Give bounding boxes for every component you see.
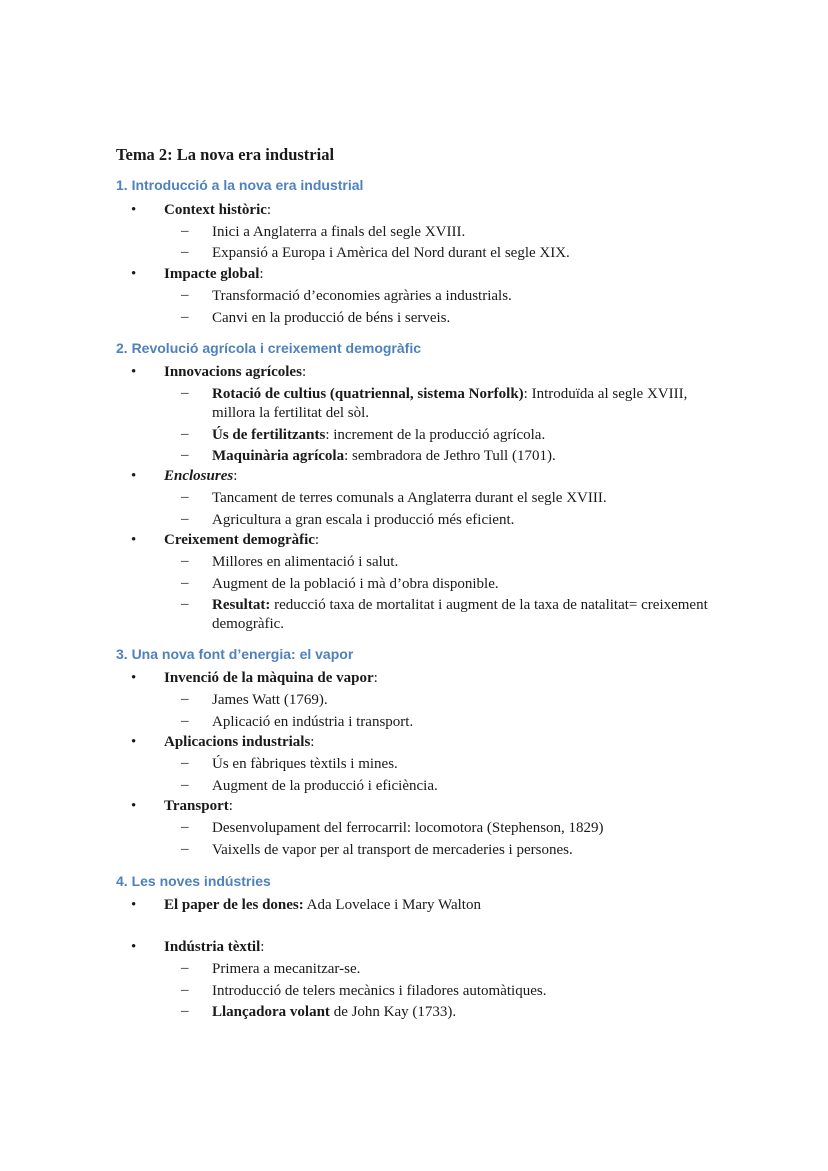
sub-item-text: Agricultura a gran escala i producció més eficient.	[212, 512, 515, 528]
sub-item-text: Tancament de terres comunals a Anglaterra durant el segle XVIII.	[212, 490, 607, 506]
dash-icon: –	[181, 777, 189, 793]
dash-icon: –	[181, 447, 189, 463]
document-page: Tema 2: La nova era industrial 1. Introducció a la nova era industrial • Context històric: – Inici a Anglaterra a finals del segle XVIII. – Expansió a Europa i Amèrica del Nord durant el segle XIX. • Impacte global: – Transformació d’economies agràries a industrials. – Canvi en la producció de béns i serveis. 2. Revolució agrícola i creixement demogràfic • Innovacions agrícoles: – Rotació de cultius (quatriennal, sistema Norfolk): Introduïda al segle XVIII, millora la fertilitat del sòl. – Ús de fertilitzants: increment de la producció agrícola. – Maquinària agrícola: sembradora de Jethro Tull (1701). • Enclosures: – Tancament de terres comunals a Anglaterra durant el segle XVIII. – Agricultura a gran escala i producció més eficient. • Creixement demogràfic: – Millores en alimentació i salut. – Augment de la població i mà d’obra disponible. – Resultat: reducció taxa de mortalitat i augment de la taxa de natalitat= creixement demogràfic. 3. Una nova font d’energia: el vapor • Invenció de la màquina de vapor: – James Watt (1769). – Aplicació en indústria i transport. • Aplicacions industrials: – Ús en fàbriques tèxtils i mines. – Augment de la producció i eficiència. • Transport: – Desenvolupament del ferrocarril: locomotora (Stephenson, 1829) – Vaixells de vapor per al transport de mercaderies i persones. 4. Les noves indústries • El paper de les dones: Ada Lovelace i Mary Walton • Indústria tèxtil: – Primera a mecanitzar-se. – Introducció de telers mecànics i filadores automàtiques. – Llançadora volant de John Kay (1733).	[0, 0, 828, 1171]
sub-item-text: Llançadora volant de John Kay (1733).	[212, 1004, 457, 1020]
dash-icon: –	[181, 841, 189, 857]
bullet-label: Creixement demogràfic	[164, 532, 315, 548]
dash-icon: –	[181, 426, 189, 442]
sub-item-text: Augment de la producció i eficiència.	[212, 778, 438, 794]
dash-icon: –	[181, 596, 189, 612]
bullet-icon: •	[131, 202, 137, 218]
bullet-icon: •	[131, 798, 137, 814]
bullet-label: Transport	[164, 798, 229, 814]
bullet-label: Innovacions agrícoles	[164, 364, 302, 380]
dash-icon: –	[181, 691, 189, 707]
section-heading: 1. Introducció a la nova era industrial	[116, 177, 364, 193]
sub-item-text: Augment de la població i mà d’obra disponible.	[212, 576, 499, 592]
sub-item-text: Transformació d’economies agràries a industrials.	[212, 288, 512, 304]
bullet-icon: •	[131, 364, 137, 380]
bullet-icon: •	[131, 897, 137, 913]
bullet-icon: •	[131, 734, 137, 750]
dash-icon: –	[181, 309, 189, 325]
page-title: Tema 2: La nova era industrial	[116, 145, 335, 164]
dash-icon: –	[181, 385, 189, 401]
sub-item-text: Aplicació en indústria i transport.	[212, 714, 414, 730]
bullet-icon: •	[131, 939, 137, 955]
dash-icon: –	[181, 755, 189, 771]
sub-item-text: Millores en alimentació i salut.	[212, 554, 399, 570]
sub-item-text: Vaixells de vapor per al transport de mercaderies i persones.	[212, 842, 573, 858]
sub-item-text: Canvi en la producció de béns i serveis.	[212, 310, 451, 326]
sub-item-text: Inici a Anglaterra a finals del segle XVIII.	[212, 224, 466, 240]
dash-icon: –	[181, 511, 189, 527]
dash-icon: –	[181, 960, 189, 976]
sub-item-text: Rotació de cultius (quatriennal, sistema Norfolk): Introduïda al segle XVIII, millora la fertilitat del sòl.	[212, 386, 688, 421]
dash-icon: –	[181, 819, 189, 835]
section-heading: 3. Una nova font d’energia: el vapor	[116, 646, 354, 662]
bullet-icon: •	[131, 670, 137, 686]
bullet-icon: •	[131, 266, 137, 282]
dash-icon: –	[181, 553, 189, 569]
section-heading: 4. Les noves indústries	[116, 873, 271, 889]
sub-item-text: Introducció de telers mecànics i filadores automàtiques.	[212, 983, 547, 999]
sub-item-text: Desenvolupament del ferrocarril: locomotora (Stephenson, 1829)	[212, 820, 604, 836]
bullet-icon: •	[131, 532, 137, 548]
sub-item-text: James Watt (1769).	[212, 692, 328, 708]
bullet-label: Indústria tèxtil	[164, 939, 261, 955]
dash-icon: –	[181, 489, 189, 505]
bullet-label: El paper de les dones:	[164, 897, 304, 913]
bullet-label: Impacte global	[164, 266, 260, 282]
dash-icon: –	[181, 713, 189, 729]
bullet-label: Context històric	[164, 202, 267, 218]
dash-icon: –	[181, 575, 189, 591]
dash-icon: –	[181, 1003, 189, 1019]
sub-item-text: Expansió a Europa i Amèrica del Nord durant el segle XIX.	[212, 245, 570, 261]
sub-item-text: Maquinària agrícola: sembradora de Jethro Tull (1701).	[212, 448, 556, 464]
bullet-label: Enclosures	[164, 468, 234, 484]
sub-item-text: Ús de fertilitzants: increment de la producció agrícola.	[212, 427, 546, 443]
section-heading: 2. Revolució agrícola i creixement demogràfic	[116, 340, 421, 356]
bullet-label: Aplicacions industrials	[164, 734, 311, 750]
dash-icon: –	[181, 982, 189, 998]
sub-item-text: Primera a mecanitzar-se.	[212, 961, 361, 977]
bullet-label: Invenció de la màquina de vapor	[164, 670, 374, 686]
dash-icon: –	[181, 223, 189, 239]
dash-icon: –	[181, 287, 189, 303]
sub-item-text: Ús en fàbriques tèxtils i mines.	[212, 756, 398, 772]
sub-item-text: Resultat: reducció taxa de mortalitat i augment de la taxa de natalitat= creixement demogràfic.	[212, 597, 708, 632]
bullet-icon: •	[131, 468, 137, 484]
dash-icon: –	[181, 244, 189, 260]
